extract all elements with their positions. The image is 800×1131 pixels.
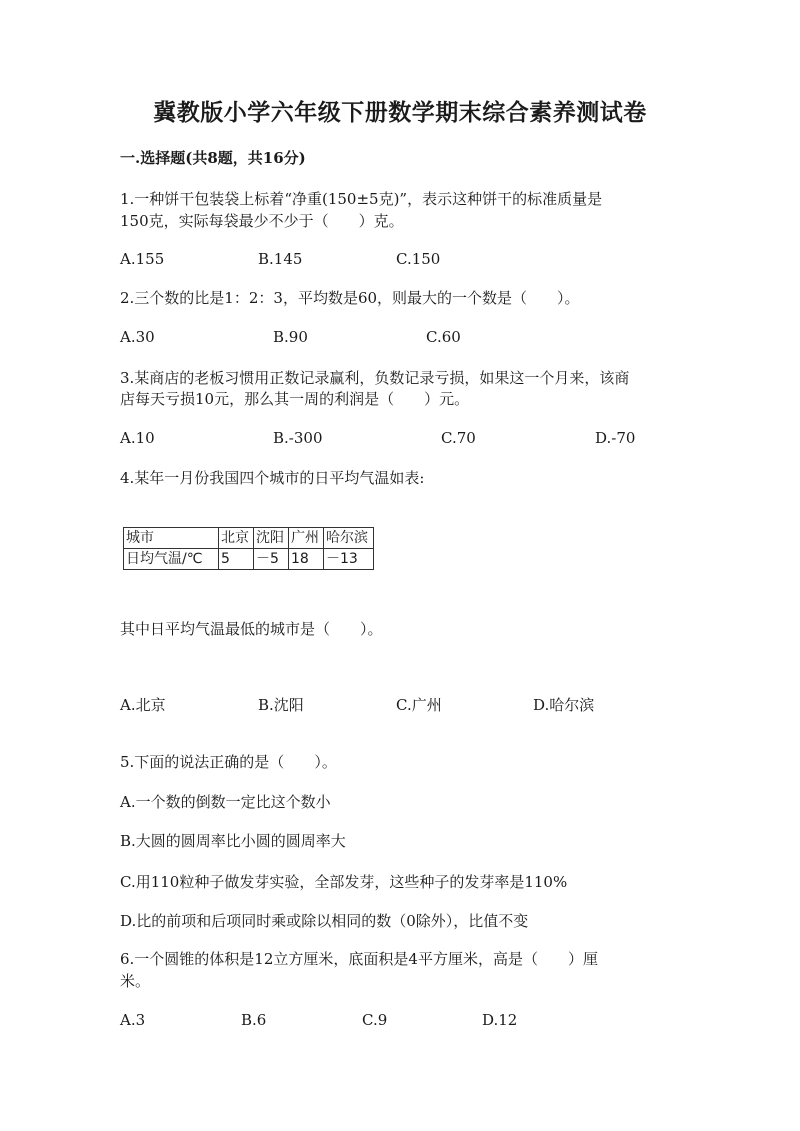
question-3-option-c: C.70: [441, 429, 476, 447]
question-1-line-2: 150克，实际每袋最少不少于（ ）克。: [120, 212, 404, 230]
question-6-option-a: A.3: [120, 1011, 146, 1029]
question-4-line-1: 4.某年一月份我国四个城市的日平均气温如表:: [120, 469, 425, 487]
table-cell: 广州: [289, 528, 324, 549]
question-1-option-a: A.155: [120, 250, 165, 268]
page-title: 冀教版小学六年级下册数学期末综合素养测试卷: [153, 99, 647, 126]
question-3-line-1: 3.某商店的老板习惯用正数记录赢利，负数记录亏损，如果这一个月来，该商: [120, 369, 630, 387]
question-6-line-2: 米。: [120, 972, 151, 990]
table-cell: 城市: [124, 528, 219, 549]
question-4-option-a: A.北京: [120, 696, 166, 714]
table-cell: －5: [254, 549, 289, 570]
question-4-option-c: C.广州: [396, 696, 442, 714]
question-2-option-b: B.90: [273, 328, 308, 346]
question-5-option-d: D.比的前项和后项同时乘或除以相同的数（0除外），比值不变: [120, 912, 529, 930]
table-header-row: [124, 528, 374, 549]
question-3-option-a: A.10: [120, 429, 155, 447]
question-4-line-2: 其中日平均气温最低的城市是（ ）。: [120, 620, 383, 638]
question-6-option-b: B.6: [241, 1011, 267, 1029]
question-3-option-d: D.-70: [595, 429, 636, 447]
table-cell: 18: [289, 549, 324, 570]
question-1-option-b: B.145: [258, 250, 303, 268]
table-row: [124, 549, 374, 570]
question-5-option-c: C.用110粒种子做发芽实验，全部发芽，这些种子的发芽率是110%: [120, 873, 568, 891]
question-1-option-c: C.150: [396, 250, 441, 268]
question-4-option-b: B.沈阳: [258, 696, 304, 714]
question-6-line-1: 6.一个圆锥的体积是12立方厘米，底面积是4平方厘米，高是（ ）厘: [120, 950, 598, 968]
question-4-option-d: D.哈尔滨: [533, 696, 595, 714]
table-cell: 沈阳: [254, 528, 289, 549]
question-2-option-a: A.30: [120, 328, 155, 346]
table-cell: 北京: [219, 528, 254, 549]
table-cell: 哈尔滨: [324, 528, 374, 549]
table-cell: －13: [324, 549, 374, 570]
question-2-line-1: 2.三个数的比是1：2：3，平均数是60，则最大的一个数是（ ）。: [120, 289, 580, 307]
temperature-table: [123, 527, 374, 570]
section-heading: 一.选择题(共8题，共16分): [120, 149, 306, 167]
question-2-option-c: C.60: [426, 328, 461, 346]
question-6-option-d: D.12: [482, 1011, 518, 1029]
question-6-option-c: C.9: [362, 1011, 388, 1029]
question-5-option-b: B.大圆的圆周率比小圆的圆周率大: [120, 832, 346, 850]
question-3-line-2: 店每天亏损10元，那么其一周的利润是（ ）元。: [120, 390, 470, 408]
question-5-line-1: 5.下面的说法正确的是（ ）。: [120, 753, 337, 771]
question-5-option-a: A.一个数的倒数一定比这个数小: [120, 793, 331, 811]
question-1-line-1: 1.一种饼干包装袋上标着“净重(150±5克)”，表示这种饼干的标准质量是: [120, 190, 603, 208]
question-3-option-b: B.-300: [273, 429, 323, 447]
table-cell: 日均气温/℃: [124, 549, 219, 570]
table-cell: 5: [219, 549, 254, 570]
